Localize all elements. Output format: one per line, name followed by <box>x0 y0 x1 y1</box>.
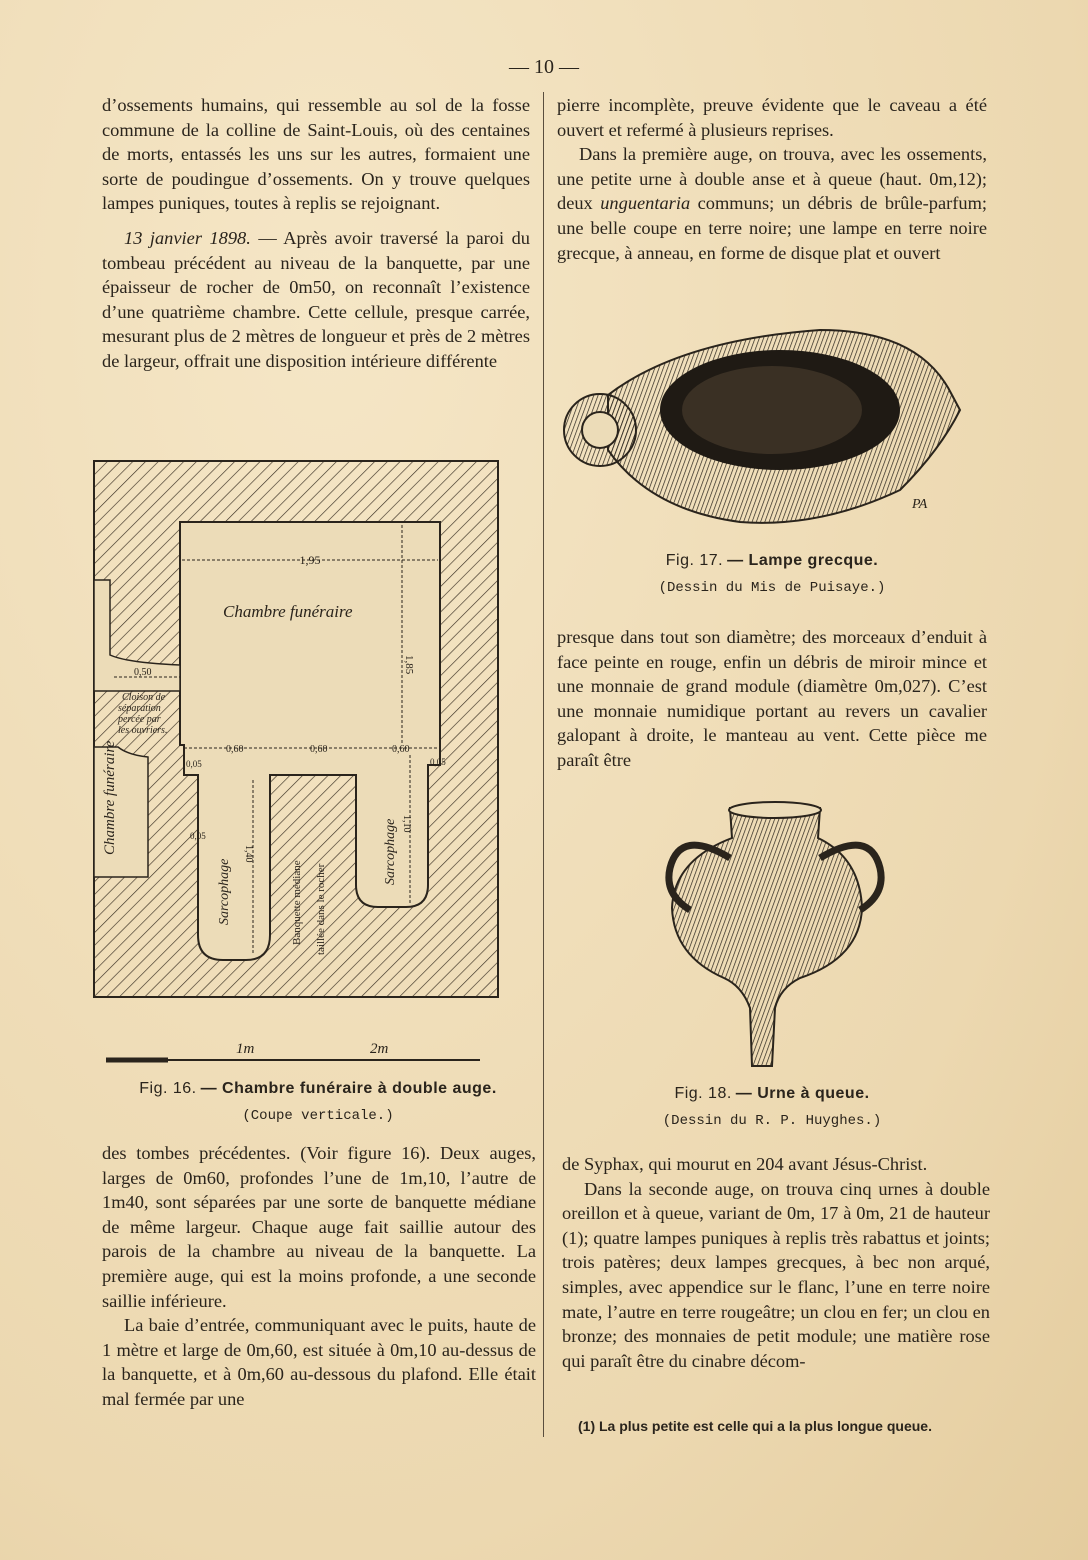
column-rule <box>543 92 544 1437</box>
paragraph-text: communs; un débris de brûle-parfum; une belle coupe en terre noire; une lampe en terre noire grecque, à anneau, en forme de disque plat et ouvert <box>557 193 987 263</box>
dim-0-60-b: 0,60 <box>310 744 328 755</box>
left-column-top <box>102 93 530 374</box>
right-column-top <box>557 93 987 265</box>
dim-1-85: 1,85 <box>403 655 415 675</box>
dim-0-50: 0,50 <box>134 667 152 678</box>
page-number: — 10 — <box>509 56 579 78</box>
fig17-caption <box>557 552 987 570</box>
right-column-bottom <box>562 1152 990 1373</box>
label-cloison-2: séparation <box>118 703 161 714</box>
fig17-signature: PA <box>912 497 928 512</box>
fig17-subtitle: (Dessin du Mis de Puisaye.) <box>658 580 886 596</box>
fig16-subtitle: (Coupe verticale.) <box>242 1108 394 1124</box>
date: 13 janvier 1898. <box>124 227 251 248</box>
label-sarcophage-2: Sarcophage <box>383 818 398 885</box>
fig16-number: Fig. 16. <box>139 1080 197 1097</box>
paragraph: pierre incomplète, preuve évidente que le caveau a été ouvert et refermé à plusieurs reprises. <box>557 95 987 140</box>
paragraph-text: — Après avoir traversé la paroi du tombeau précédent au niveau de la banquette, par une épaisseur de rocher de 0m50, on reconnaît l’existence d’une quatrième chambre. Cette cellule, presque carrée, mesurant plus de 2 mètres de longueur et près de 2 mètres de largeur, offrait une disposition intérieure différente <box>102 227 530 371</box>
dim-0-60-a: 0,60 <box>226 744 244 755</box>
label-banquette-1: Banquette médiane <box>291 860 303 945</box>
fig18-urn-drawing <box>650 798 900 1070</box>
paragraph: des tombes précédentes. (Voir figure 16). Deux auges, larges de 0m60, profondes l’une de 1m,10, l’autre de 1m40, sont séparées par une sorte de banquette médiane de même largeur. Chaque auge fait saillie autour des parois de la chambre au niveau de la banquette. La première auge, qui est la moins profonde, a une seconde saillie inférieure. <box>102 1143 536 1311</box>
dim-1-10: 1,10 <box>401 815 412 833</box>
fig18-number: Fig. 18. <box>674 1085 732 1102</box>
label-cloison-4: les ouvriers. <box>118 725 168 736</box>
dim-1-40: 1,40 <box>243 845 254 863</box>
label-cloison-3: percée par <box>118 714 161 725</box>
label-cloison-1: Cloison de <box>122 692 166 703</box>
dim-1-95: 1,95 <box>299 553 321 567</box>
left-column-bottom <box>102 1141 536 1412</box>
footnote: (1) La plus petite est celle qui a la plus longue queue. <box>578 1418 932 1434</box>
paragraph <box>102 226 530 374</box>
fig16-title: — Chambre funéraire à double auge. <box>200 1080 497 1097</box>
fig18-subtitle: (Dessin du R. P. Huyghes.) <box>662 1113 882 1129</box>
paragraph: La baie d’entrée, communiquant avec le puits, haute de 1 mètre et large de 0m,60, est située à 0m,10 au-dessus de la banquette, et à 0m,60 au-dessous du plafond. Elle était mal fermée par une <box>102 1315 536 1409</box>
emph: unguentaria <box>600 193 691 214</box>
fig18-caption <box>557 1085 987 1103</box>
dim-0-05-a: 0,05 <box>186 759 202 769</box>
paragraph <box>557 142 987 265</box>
scale-2m: 2m <box>370 1041 389 1057</box>
label-chambre: Chambre funéraire <box>223 602 353 621</box>
fig16-plan <box>88 455 508 1075</box>
paragraph: Dans la seconde auge, on trouva cinq urnes à double oreillon et à queue, variant de 0m, 17 à 0m, 21 de hauteur (1); quatre lampes puniques à replis très rabattus et joints; trois patères; deux lampes grecques, à bec non arqué, simples, avec appendice sur le flanc, l’une en terre noire mate, l’autre en terre rougeâtre; un clou en fer; un clou en bronze; des monnaies de petit module; une matière rose qui paraît être du cinabre décom- <box>562 1178 990 1371</box>
fig17-lamp-drawing <box>560 300 980 545</box>
dim-0-05-c: 0,05 <box>190 831 206 841</box>
paragraph-text: Dans la première auge, on trouva, avec les ossements, une petite urne à double anse et à queue (haut. 0m,12); deux <box>557 144 987 214</box>
paragraph: d’ossements humains, qui ressemble au sol de la fosse commune de la colline de Saint-Louis, où des centaines de morts, entassés les uns sur les autres, formaient une sorte de poudingue d’ossements. On y trouve quelques lampes puniques, toutes à replis se rejoignant. <box>102 95 530 214</box>
label-chambre-side: Chambre funéraire <box>102 740 118 855</box>
right-column-middle <box>557 625 987 773</box>
fig16-caption <box>98 1080 538 1098</box>
dim-0-05-b: 0,05 <box>430 757 446 767</box>
paragraph: presque dans tout son diamètre; des morceaux d’enduit à face peinte en rouge, enfin un débris de miroir mince et une monnaie de grand module (diamètre 0m,027). C’est une monnaie numidique portant au revers un cavalier galopant à droite, le manteau au vent. Cette pièce me paraît être <box>557 627 987 770</box>
fig18-title: — Urne à queue. <box>735 1085 870 1102</box>
scale-1m: 1m <box>236 1041 255 1057</box>
dim-0-60-c: 0,60 <box>392 744 410 755</box>
label-banquette-2: taillée dans le rocher <box>315 863 327 955</box>
fig17-number: Fig. 17. <box>665 552 724 569</box>
label-sarcophage-1: Sarcophage <box>217 858 232 925</box>
fig17-title: — Lampe grecque. <box>727 552 879 569</box>
paragraph: de Syphax, qui mourut en 204 avant Jésus-Christ. <box>562 1154 928 1174</box>
